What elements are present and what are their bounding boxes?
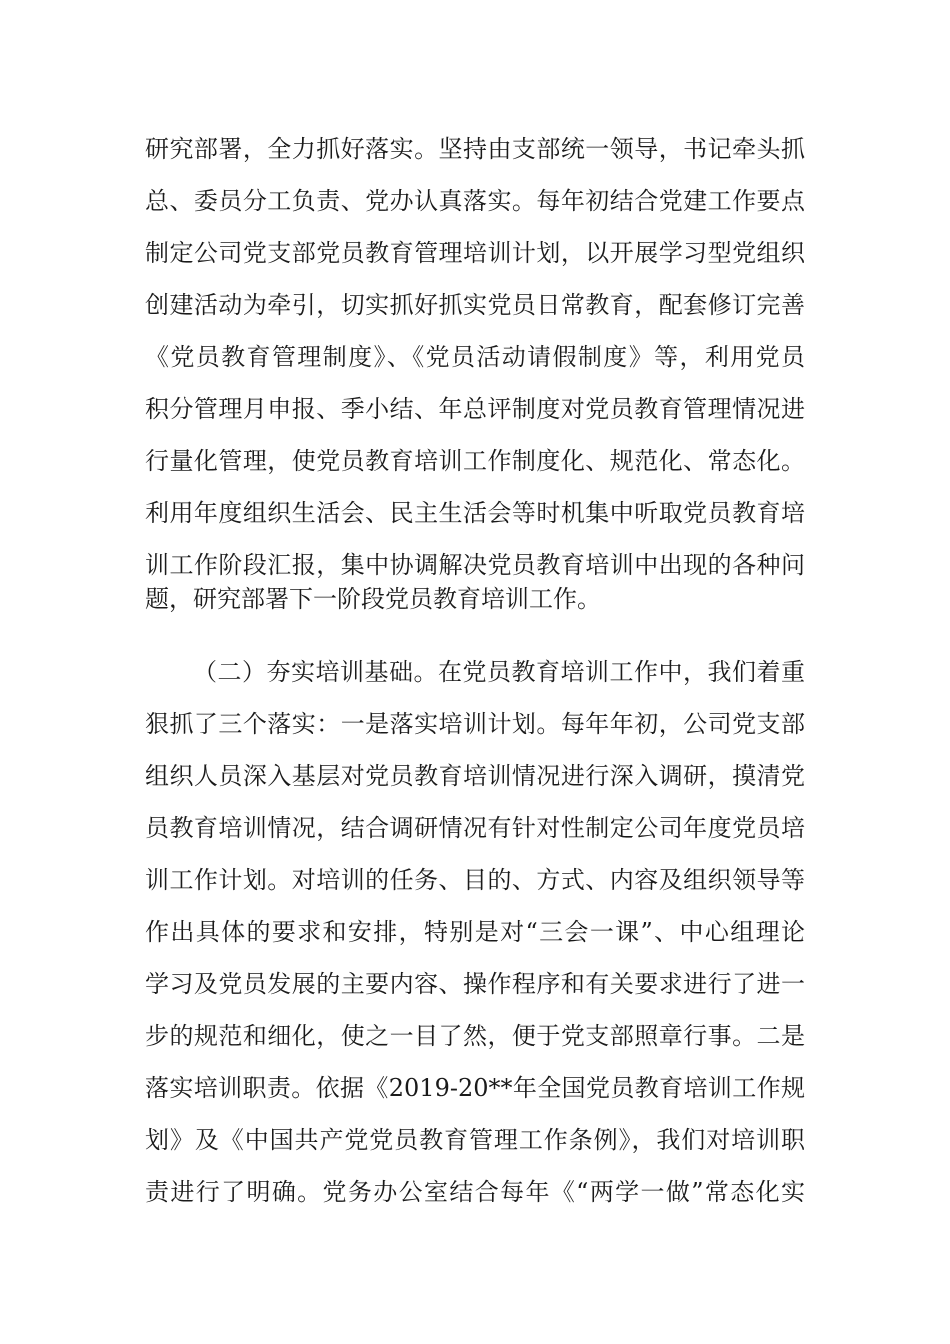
text-line: 积分管理月申报、季小结、年总评制度对党员教育管理情况进 bbox=[145, 395, 805, 423]
text-line: 训工作阶段汇报，集中协调解决党员教育培训中出现的各种问 bbox=[145, 551, 805, 579]
text-line: 利用年度组织生活会、民主生活会等时机集中听取党员教育培 bbox=[145, 499, 805, 527]
text-line: 行量化管理，使党员教育培训工作制度化、规范化、常态化。 bbox=[145, 447, 805, 475]
text-line: 划》及《中国共产党党员教育管理工作条例》，我们对培训职 bbox=[145, 1126, 805, 1154]
text-line: 制定公司党支部党员教育管理培训计划，以开展学习型党组织 bbox=[145, 239, 805, 267]
text-line: 题，研究部署下一阶段党员教育培训工作。 bbox=[145, 585, 601, 613]
text-line: 组织人员深入基层对党员教育培训情况进行深入调研，摸清党 bbox=[145, 762, 805, 790]
text-line: 员教育培训情况，结合调研情况有针对性制定公司年度党员培 bbox=[145, 814, 805, 842]
text-line: 研究部署，全力抓好落实。坚持由支部统一领导，书记牵头抓 bbox=[145, 135, 805, 163]
text-line: 创建活动为牵引，切实抓好抓实党员日常教育，配套修订完善 bbox=[145, 291, 805, 319]
text-line: 《党员教育管理制度》、《党员活动请假制度》等，利用党员 bbox=[145, 343, 805, 371]
text-line: 作出具体的要求和安排，特别是对“三会一课”、中心组理论 bbox=[145, 918, 805, 946]
text-line: 学习及党员发展的主要内容、操作程序和有关要求进行了进一 bbox=[145, 970, 805, 998]
text-line: （二）夯实培训基础。在党员教育培训工作中，我们着重 bbox=[193, 658, 805, 686]
text-line: 训工作计划。对培训的任务、目的、方式、内容及组织领导等 bbox=[145, 866, 805, 894]
text-line: 狠抓了三个落实：一是落实培训计划。每年年初，公司党支部 bbox=[145, 710, 805, 738]
text-line: 责进行了明确。党务办公室结合每年《“两学一做”常态化实 bbox=[145, 1178, 805, 1206]
text-line: 总、委员分工负责、党办认真落实。每年初结合党建工作要点 bbox=[145, 187, 805, 215]
text-line: 步的规范和细化，使之一目了然，便于党支部照章行事。二是 bbox=[145, 1022, 805, 1050]
text-line: 落实培训职责。依据《2019-20**年全国党员教育培训工作规 bbox=[145, 1074, 805, 1102]
